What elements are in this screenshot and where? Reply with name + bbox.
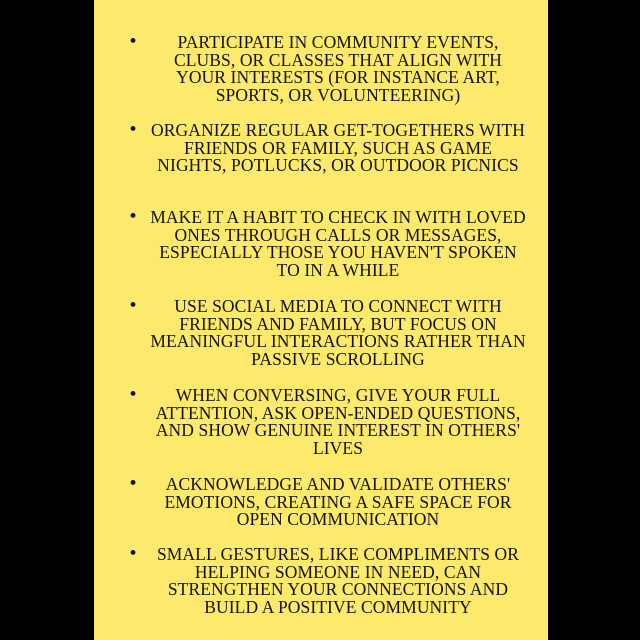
bullet-icon: • (128, 120, 139, 140)
tip-text: USE SOCIAL MEDIA TO CONNECT WITH FRIENDS AND FAMILY, BUT FOCUS ON MEANINGFUL INTERACTIONS RATHER THAN PASSIVE SCROLLING (150, 296, 526, 369)
tip-text: ORGANIZE REGULAR GET-TOGETHERS WITH FRIENDS OR FAMILY, SUCH AS GAME NIGHTS, POTLUCKS, OR OUTDOOR PICNICS (150, 120, 526, 175)
tip-text: MAKE IT A HABIT TO CHECK IN WITH LOVED ONES THROUGH CALLS OR MESSAGES, ESPECIALLY THOSE YOU HAVEN'T SPOKEN TO IN A WHILE (150, 207, 526, 280)
tip-text: WHEN CONVERSING, GIVE YOUR FULL ATTENTION, ASK OPEN-ENDED QUESTIONS, AND SHOW GENUINE INTEREST IN OTHERS' LIVES (155, 385, 521, 458)
bullet-icon: • (128, 544, 139, 564)
tip-text: ACKNOWLEDGE AND VALIDATE OTHERS' EMOTIONS, CREATING A SAFE SPACE FOR OPEN COMMUNICATION (164, 474, 512, 529)
bullet-icon: • (128, 296, 139, 316)
bullet-icon: • (128, 385, 139, 405)
bullet-icon: • (128, 207, 139, 227)
bullet-icon: • (128, 32, 139, 52)
tip-text: SMALL GESTURES, LIKE COMPLIMENTS OR HELPING SOMEONE IN NEED, CAN STRENGTHEN YOUR CONNECTIONS AND BUILD A POSITIVE COMMUNITY (156, 544, 520, 617)
bullet-icon: • (128, 474, 139, 494)
tip-text: PARTICIPATE IN COMMUNITY EVENTS, CLUBS, OR CLASSES THAT ALIGN WITH YOUR INTERESTS (FOR INSTANCE ART, SPORTS, OR VOLUNTEERING) (173, 32, 503, 105)
tips-card (94, 0, 548, 640)
